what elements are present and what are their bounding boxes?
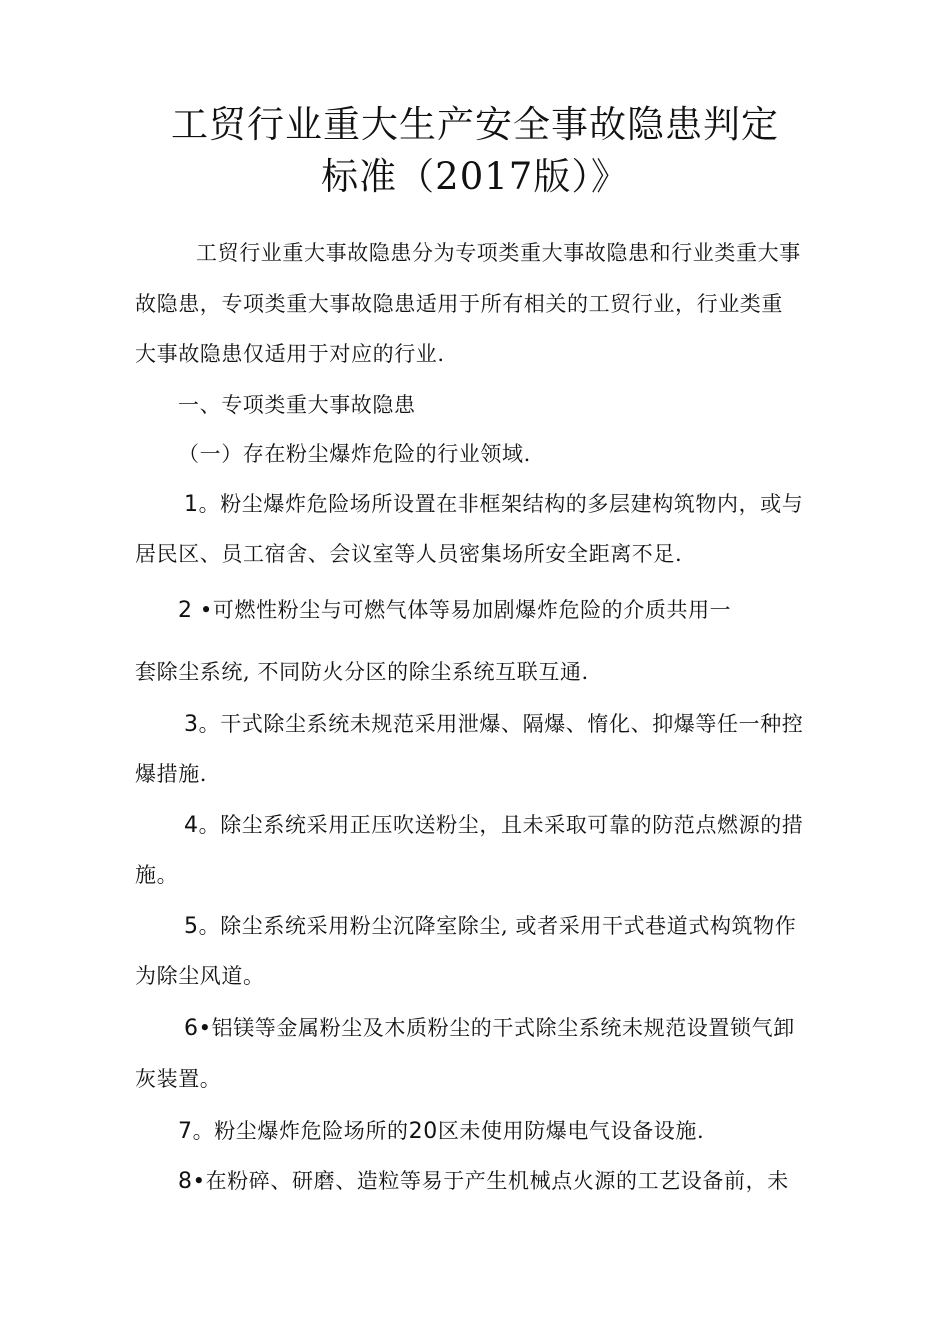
item-6-line-1 [184, 1018, 795, 1040]
item-1-line-1 [184, 494, 803, 516]
subsection-heading: （一）存在粉尘爆炸危险的行业领域. [178, 442, 531, 466]
item-text: 。粉尘爆炸危险场所设置在非框架结构的多层建构筑物内，或与 [198, 492, 804, 516]
item-text: •铝镁等金属粉尘及木质粉尘的干式除尘系统未规范设置锁气卸 [198, 1016, 795, 1040]
item-text: •可燃性粉尘与可燃气体等易加剧爆炸危险的介质共用一 [192, 598, 732, 622]
item-number: 5 [184, 914, 199, 939]
intro-line-3: 大事故隐患仅适用于对应的行业. [135, 342, 445, 366]
item-number: 3 [184, 712, 199, 737]
item-text: •在粉碎、研磨、造粒等易于产生机械点火源的工艺设备前，未 [192, 1169, 789, 1193]
intro-line-1: 工贸行业重大事故隐患分为专项类重大事故隐患和行业类重大事 [196, 241, 801, 265]
item-number: 6 [184, 1016, 199, 1041]
item-text: 。除尘系统采用正压吹送粉尘，且未采取可靠的防范点燃源的措 [198, 813, 804, 837]
item-number: 1 [184, 492, 199, 517]
item-2-line-2: 套除尘系统, 不同防火分区的除尘系统互联互通. [135, 660, 589, 684]
item-2-line-1 [178, 600, 731, 622]
item-text-continued: 区未使用防爆电气设备设施. [437, 1119, 705, 1143]
document-title-line-1: 工贸行业重大生产安全事故隐患判定 [171, 103, 779, 146]
document-title-line-2: 标准（2017版）》 [321, 155, 629, 198]
intro-line-2: 故隐患，专项类重大事故隐患适用于所有相关的工贸行业，行业类重 [135, 292, 783, 316]
item-4-line-2: 施。 [135, 863, 179, 887]
item-number: 8 [178, 1169, 193, 1194]
item-number: 7 [178, 1119, 193, 1144]
item-3-line-1 [184, 714, 803, 736]
zone-number: 20 [408, 1119, 438, 1144]
section-heading: 一、专项类重大事故隐患 [178, 393, 416, 417]
item-text: 。粉尘爆炸危险场所的 [192, 1119, 409, 1143]
item-5-line-2: 为除尘风道。 [135, 964, 265, 988]
item-8-line-1 [178, 1171, 789, 1193]
item-4-line-1 [184, 815, 803, 837]
item-3-line-2: 爆措施. [135, 762, 208, 786]
item-7-line-1 [178, 1121, 704, 1143]
item-text: 。干式除尘系统未规范采用泄爆、隔爆、惰化、抑爆等任一种控 [198, 712, 804, 736]
item-number: 2 [178, 598, 193, 623]
item-number: 4 [184, 813, 199, 838]
item-text: 。除尘系统采用粉尘沉降室除尘, 或者采用干式巷道式构筑物作 [198, 914, 797, 938]
item-5-line-1 [184, 916, 796, 938]
item-1-line-2: 居民区、员工宿舍、会议室等人员密集场所安全距离不足. [135, 542, 683, 566]
item-6-line-2: 灰装置。 [135, 1067, 222, 1091]
